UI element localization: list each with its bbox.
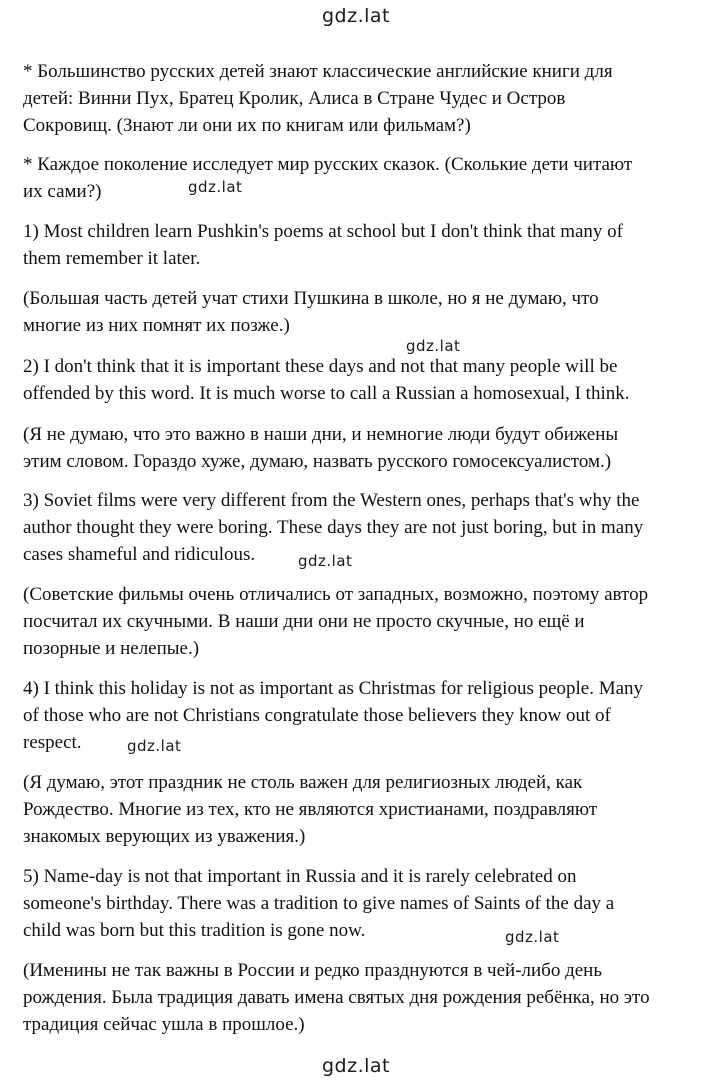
paragraph-intro-2: * Каждое поколение исследует мир русских сказок. (Сколькие дети читают их сами?) <box>23 154 633 202</box>
watermark-inline: gdz.lat <box>127 737 182 755</box>
watermark-top: gdz.lat <box>322 5 391 27</box>
paragraph-answer-2: 2) I don't think that it is important these days and not that many people will be offended by this word. It is much worse to call a Russian a homosexual, I think. <box>23 356 630 404</box>
watermark-inline: gdz.lat <box>505 928 560 946</box>
watermark-inline: gdz.lat <box>188 178 243 196</box>
paragraph-answer-4: 4) I think this holiday is not as important as Christmas for religious people. Many of those who are not Christians congratulate those believers they know out of respect. <box>23 678 644 753</box>
watermark-bottom: gdz.lat <box>322 1055 391 1077</box>
paragraph-translation-1: (Большая часть детей учат стихи Пушкина в школе, но я не думаю, что многие из них помнят их позже.) <box>23 288 599 336</box>
paragraph-answer-3: 3) Soviet films were very different from the Western ones, perhaps that's why the author thought they were boring. These days they are not just boring, but in many cases shameful and ridiculous. <box>23 490 644 565</box>
paragraph-translation-5: (Именины не так важны в России и редко празднуются в чей-либо день рождения. Была традиция давать имена святых дня рождения ребёнка, но это традиция сейчас ушла в прошлое.) <box>23 960 650 1035</box>
watermark-inline: gdz.lat <box>298 552 353 570</box>
paragraph-translation-2: (Я не думаю, что это важно в наши дни, и немногие люди будут обижены этим словом. Гораздо хуже, думаю, назвать русского гомосексуалистом.) <box>23 424 619 472</box>
paragraph-answer-1: 1) Most children learn Pushkin's poems at school but I don't think that many of them remember it later. <box>23 221 623 269</box>
watermark-inline: gdz.lat <box>406 337 461 355</box>
paragraph-intro-1: * Большинство русских детей знают классические английские книги для детей: Винни Пух, Братец Кролик, Алиса в Стране Чудес и Остров Сокровищ. (Знают ли они их по книгам или фильмам?) <box>23 61 613 136</box>
paragraph-answer-5: 5) Name-day is not that important in Russia and it is rarely celebrated on someone's birthday. There was a tradition to give names of Saints of the day a child was born but this tradition is gone now. <box>23 866 615 941</box>
paragraph-translation-4: (Я думаю, этот праздник не столь важен для религиозных людей, как Рождество. Многие из тех, кто не являются христианами, поздравляют знакомых верующих из уважения.) <box>23 772 598 847</box>
paragraph-translation-3: (Советские фильмы очень отличались от западных, возможно, поэтому автор посчитал их скучными. В наши дни они не просто скучные, но ещё и позорные и нелепые.) <box>23 584 649 659</box>
